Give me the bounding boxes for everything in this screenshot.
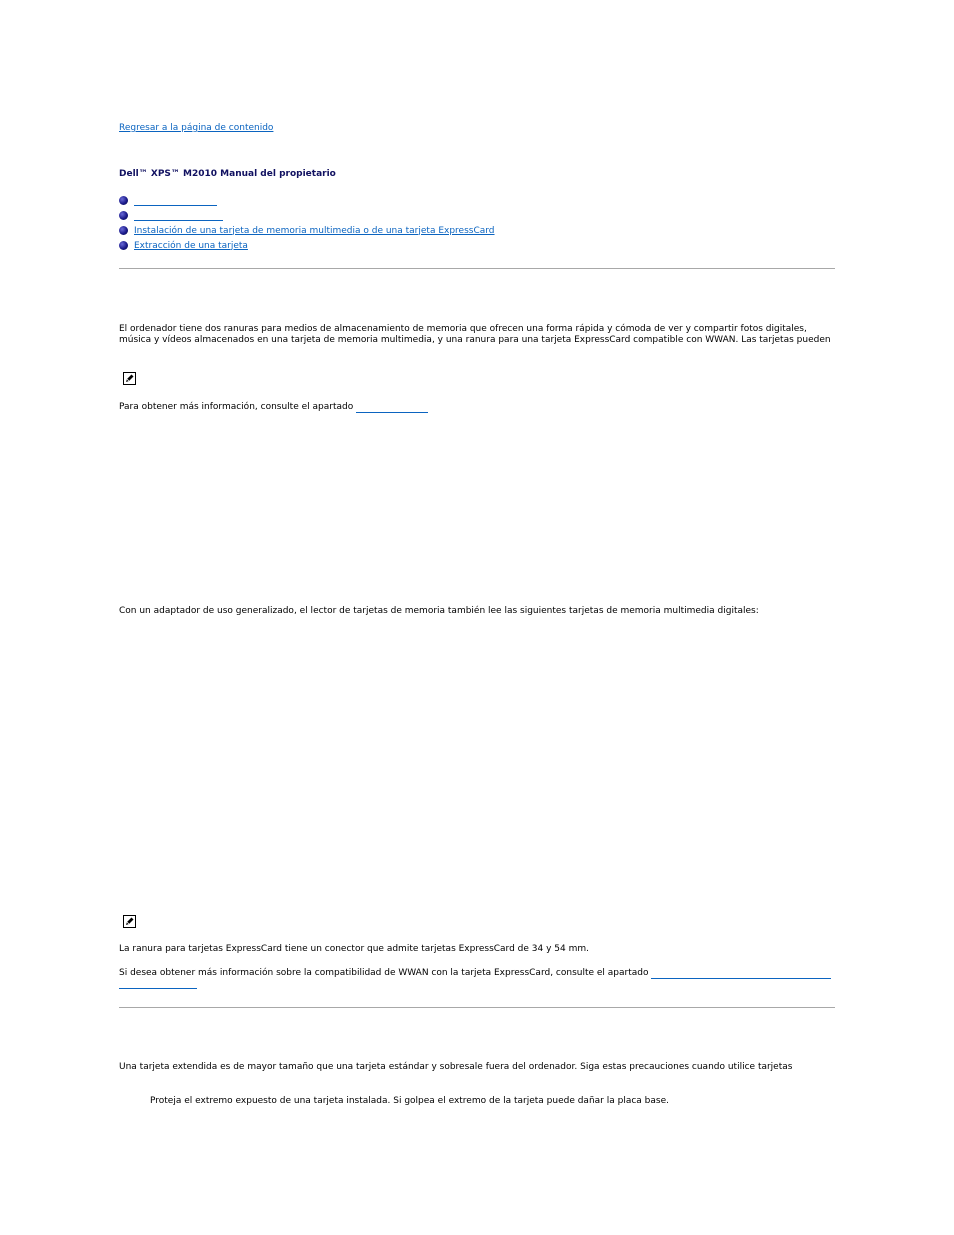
note-pencil-icon	[123, 915, 136, 928]
toc-link-install-card[interactable]: Instalación de una tarjeta de memoria multimedia o de una tarjeta ExpressCard	[134, 225, 495, 236]
toc-item-3	[119, 223, 495, 238]
bullet-icon	[119, 241, 128, 250]
toc-link-2[interactable]	[134, 211, 223, 221]
toc-link-remove-card[interactable]: Extracción de una tarjeta	[134, 240, 248, 251]
more-info-text: Para obtener más información, consulte el apartado	[119, 402, 354, 412]
wwan-link[interactable]	[651, 969, 831, 979]
table-of-contents	[119, 193, 495, 253]
wwan-link-continued[interactable]	[119, 979, 197, 989]
section-divider	[119, 1007, 835, 1008]
toc-link-1[interactable]	[134, 196, 217, 206]
bullet-icon	[119, 196, 128, 205]
section-divider	[119, 268, 835, 269]
toc-item-4	[119, 238, 495, 253]
toc-item-2	[119, 208, 495, 223]
page-title: Dell™ XPS™ M2010 Manual del propietario	[119, 169, 336, 179]
wwan-text: Si desea obtener más información sobre la compatibilidad de WWAN con la tarjeta ExpressCard, consulte el apartado	[119, 968, 649, 978]
back-to-contents-link[interactable]: Regresar a la página de contenido	[119, 123, 274, 133]
toc-item-1	[119, 193, 495, 208]
note-pencil-icon	[123, 372, 136, 385]
bullet-icon	[119, 211, 128, 220]
extended-card-paragraph: Una tarjeta extendida es de mayor tamaño que una tarjeta estándar y sobresale fuera del ordenador. Siga estas precauciones cuando utilice tarjetas	[119, 1062, 793, 1072]
bullet-icon	[119, 226, 128, 235]
adapter-paragraph: Con un adaptador de uso generalizado, el lector de tarjetas de memoria también lee las siguientes tarjetas de memoria multimedia digitales:	[119, 606, 759, 616]
more-info-paragraph	[119, 402, 837, 413]
wwan-paragraph	[119, 968, 837, 979]
intro-paragraph: El ordenador tiene dos ranuras para medios de almacenamiento de memoria que ofrecen una forma rápida y cómoda de ver y compartir fotos digitales, música y vídeos almacenados en una tarjeta de memoria multimedia, y una ranura para una tarjeta ExpressCard compatible con WWAN. Las tarjetas pueden	[119, 324, 831, 345]
expresscard-paragraph: La ranura para tarjetas ExpressCard tiene un conector que admite tarjetas ExpressCard de 34 y 54 mm.	[119, 944, 589, 954]
more-info-link[interactable]	[356, 403, 428, 413]
precaution-item: Proteja el extremo expuesto de una tarjeta instalada. Si golpea el extremo de la tarjeta puede dañar la placa base.	[150, 1096, 669, 1106]
